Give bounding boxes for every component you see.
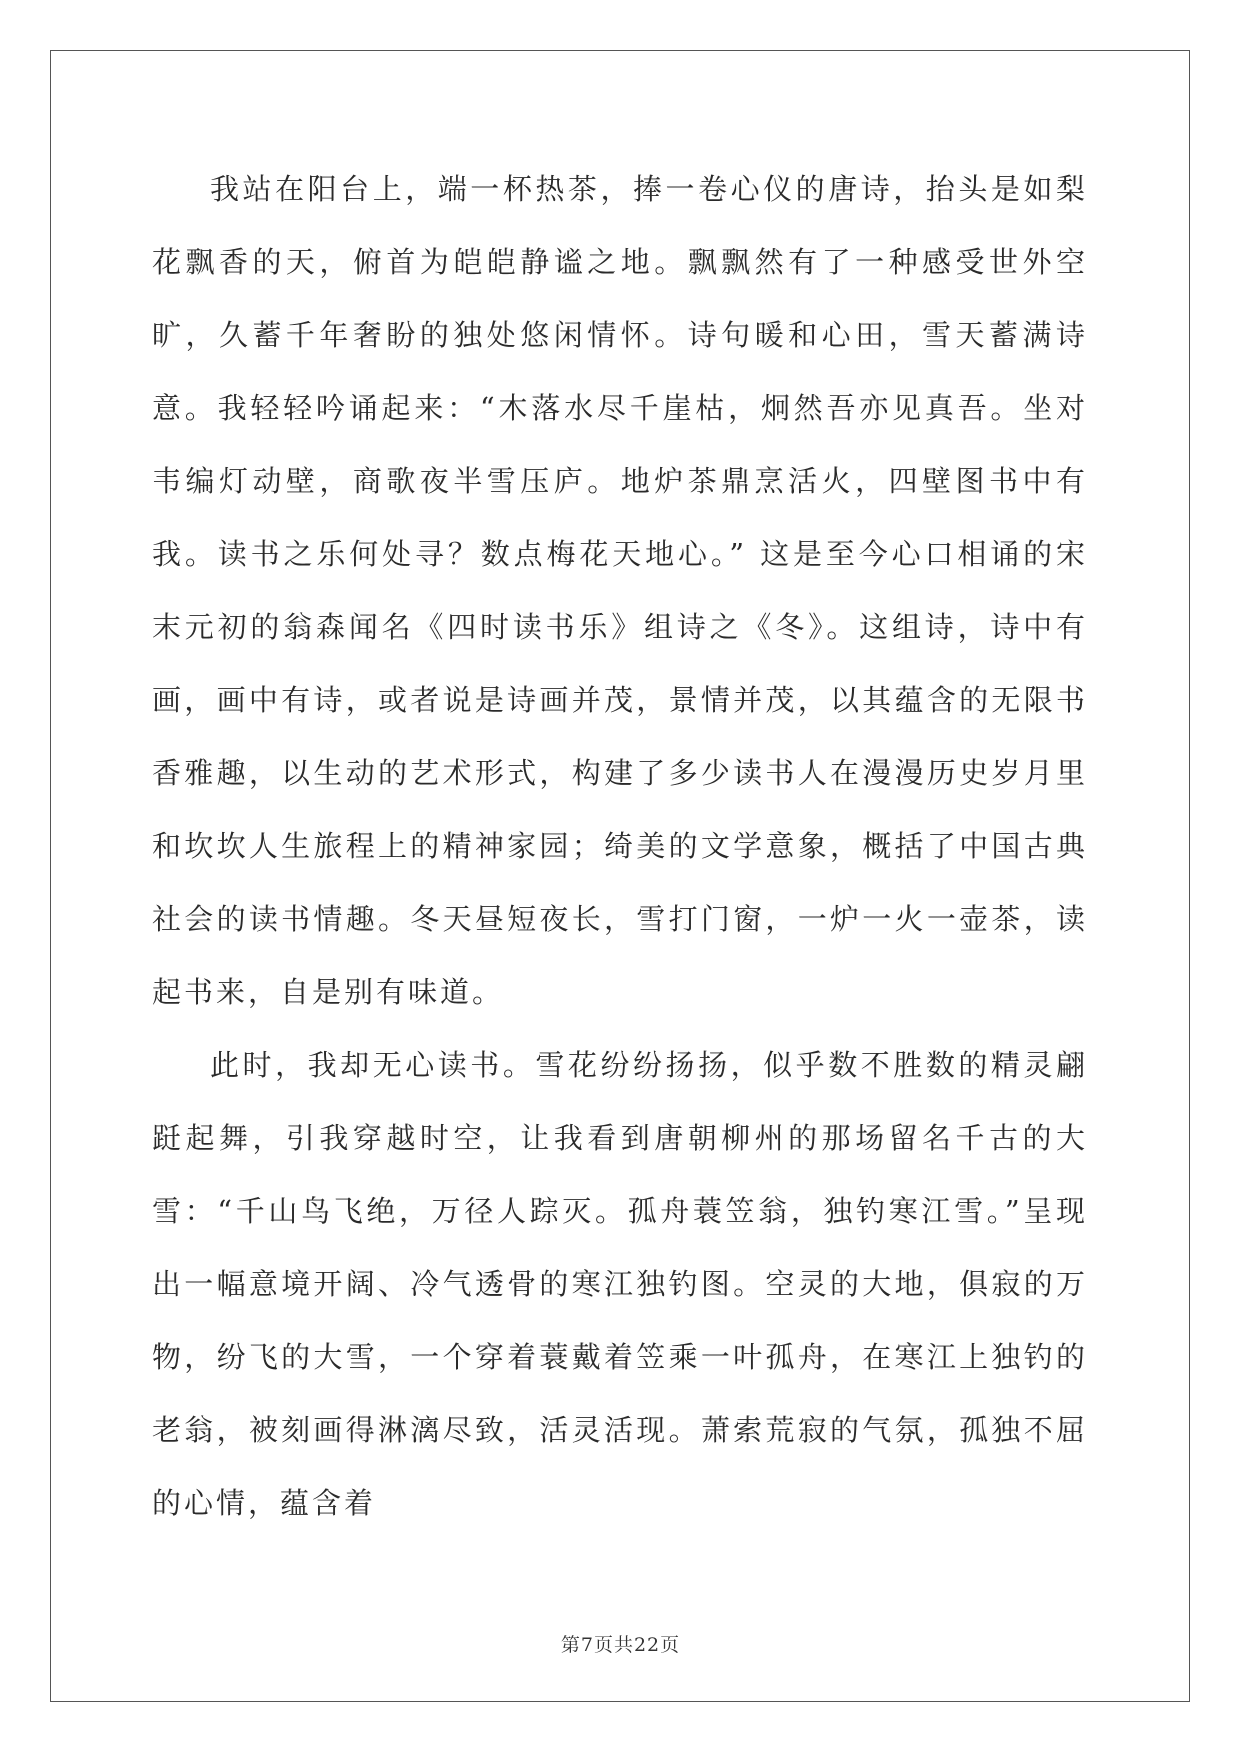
- paragraph-1: 我站在阳台上，端一杯热茶，捧一卷心仪的唐诗，抬头是如梨花飘香的天，俯首为皑皑静谧之地。飘飘然有了一种感受世外空旷，久蓄千年奢盼的独处悠闲情怀。诗句暖和心田，雪天蓄满诗意。我轻轻吟诵起来：“木落水尽千崖枯，炯然吾亦见真吾。坐对韦编灯动壁，商歌夜半雪压庐。地炉茶鼎烹活火，四壁图书中有我。读书之乐何处寻？数点梅花天地心。” 这是至今心口相诵的宋末元初的翁森闻名《四时读书乐》组诗之《冬》。这组诗，诗中有画，画中有诗，或者说是诗画并茂，景情并茂，以其蕴含的无限书香雅趣，以生动的艺术形式，构建了多少读书人在漫漫历史岁月里和坎坎人生旅程上的精神家园；绮美的文学意象，概括了中国古典社会的读书情趣。冬天昼短夜长，雪打门窗，一炉一火一壶茶，读起书来，自是别有味道。: [152, 172, 1088, 1009]
- paragraph-2: 此时，我却无心读书。雪花纷纷扬扬，似乎数不胜数的精灵翩跹起舞，引我穿越时空，让我看到唐朝柳州的那场留名千古的大雪：“千山鸟飞绝，万径人踪灭。孤舟蓑笠翁，独钓寒江雪。”呈现出一幅意境开阔、冷气透骨的寒江独钓图。空灵的大地，俱寂的万物，纷飞的大雪，一个穿着蓑戴着笠乘一叶孤舟，在寒江上独钓的老翁，被刻画得淋漓尽致，活灵活现。萧索荒寂的气氛，孤独不屈的心情，蕴含着: [152, 1048, 1088, 1520]
- document-body: [152, 153, 1088, 1540]
- page-total: 共22页: [613, 1634, 681, 1656]
- page-footer: [0, 1630, 1241, 1657]
- page-number: 第7页: [560, 1634, 614, 1656]
